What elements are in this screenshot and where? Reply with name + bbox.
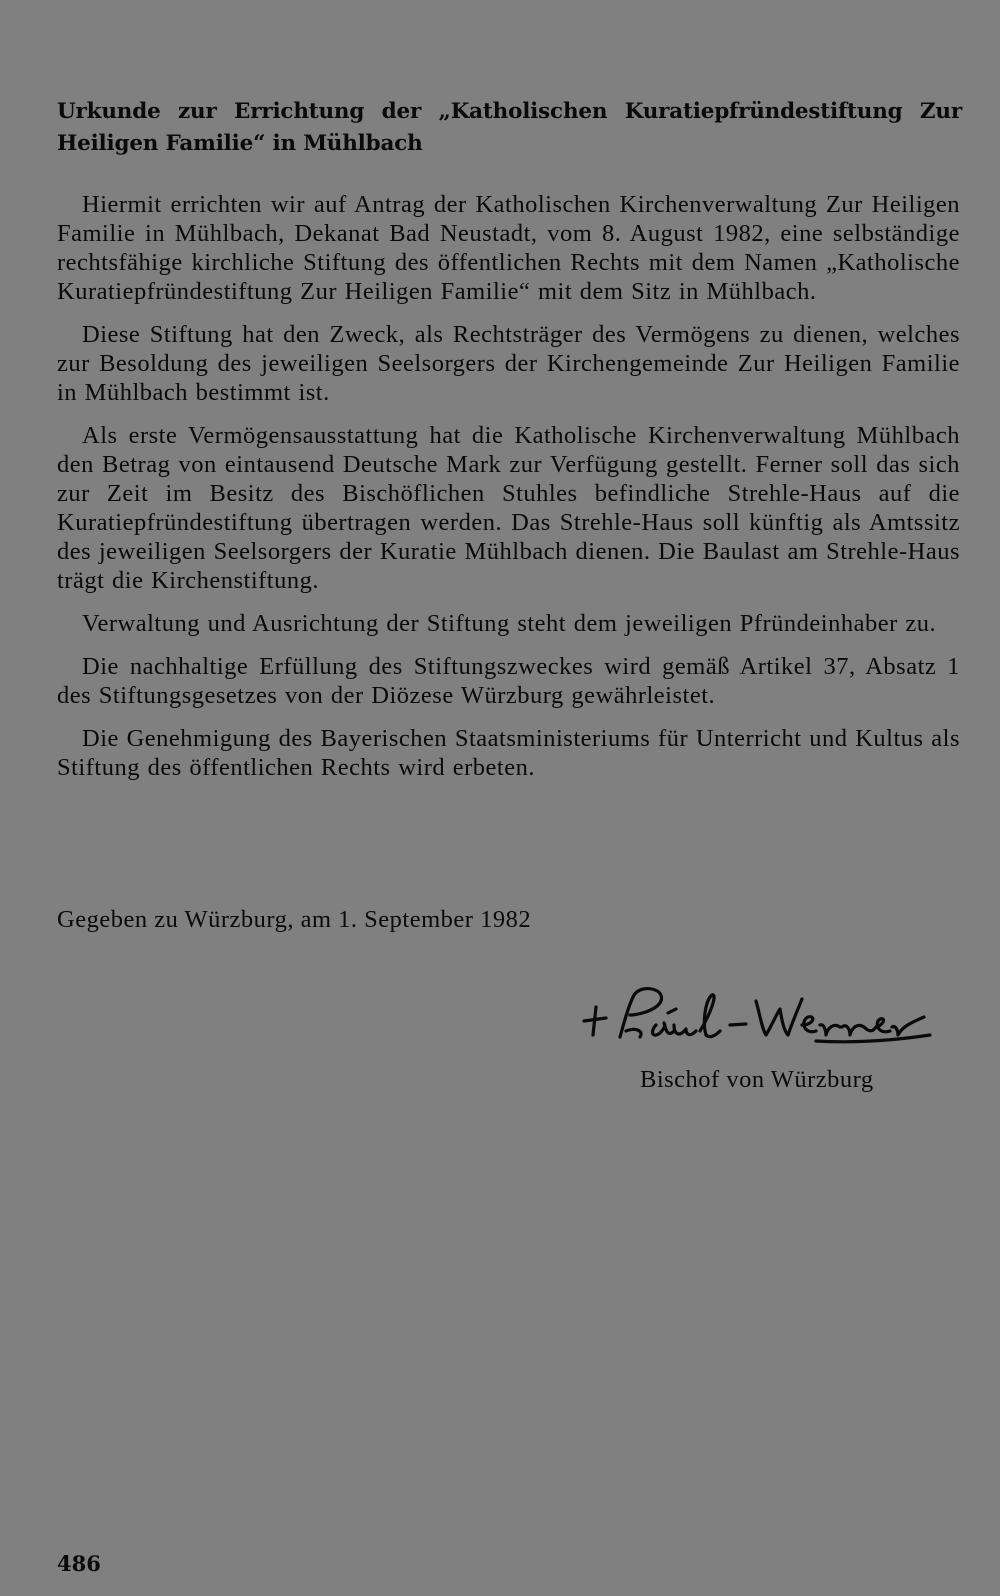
- paragraph-5: Die nachhaltige Erfüllung des Stiftungszweckes wird gemäß Artikel 37, Absatz 1 des Stiftungsgesetzes von der Diözese Würzburg gewährleistet.: [57, 653, 960, 709]
- signature-block: [580, 985, 960, 1095]
- document-title: Urkunde zur Errichtung der „Katholischen Kuratiepfründestiftung Zur Heiligen Familie“ in Mühlbach: [57, 99, 962, 156]
- paragraph-4: Verwaltung und Ausrichtung der Stiftung steht dem jeweiligen Pfründeinhaber zu.: [82, 610, 937, 637]
- document-body: [57, 190, 960, 796]
- page-number: 486: [57, 1551, 101, 1576]
- signer-title: Bischof von Würzburg: [640, 1066, 874, 1093]
- paragraph-2: Diese Stiftung hat den Zweck, als Rechtsträger des Vermögens zu dienen, welches zur Besoldung des jeweiligen Seelsorgers der Kirchengemeinde Zur Heiligen Familie in Mühlbach bestimmt ist.: [57, 321, 960, 406]
- paragraph-1: Hiermit errichten wir auf Antrag der Katholischen Kirchenverwaltung Zur Heiligen Familie in Mühlbach, Dekanat Bad Neustadt, vom 8. August 1982, eine selbständige rechtsfähige kirchliche Stiftung des öffentlichen Rechts mit dem Namen „Katholische Kuratiepfründestiftung Zur Heiligen Familie“ mit dem Sitz in Mühlbach.: [57, 191, 960, 305]
- paragraph-6: Die Genehmigung des Bayerischen Staatsministeriums für Unterricht und Kultus als Stiftung des öffentlichen Rechts wird erbeten.: [57, 725, 960, 781]
- paragraph-3: Als erste Vermögensausstattung hat die Katholische Kirchenverwaltung Mühlbach den Betrag von eintausend Deutsche Mark zur Verfügung gestellt. Ferner soll das sich zur Zeit im Besitz des Bischöflichen Stuhles befindliche Strehle-Haus auf die Kuratiepfründestiftung übertragen werden. Das Strehle-Haus soll künftig als Amtssitz des jeweiligen Seelsorgers der Kuratie Mühlbach dienen. Die Baulast am Strehle-Haus trägt die Kirchenstiftung.: [57, 422, 960, 594]
- dateline: Gegeben zu Würzburg, am 1. September 1982: [57, 906, 532, 933]
- handwritten-signature: [580, 985, 950, 1055]
